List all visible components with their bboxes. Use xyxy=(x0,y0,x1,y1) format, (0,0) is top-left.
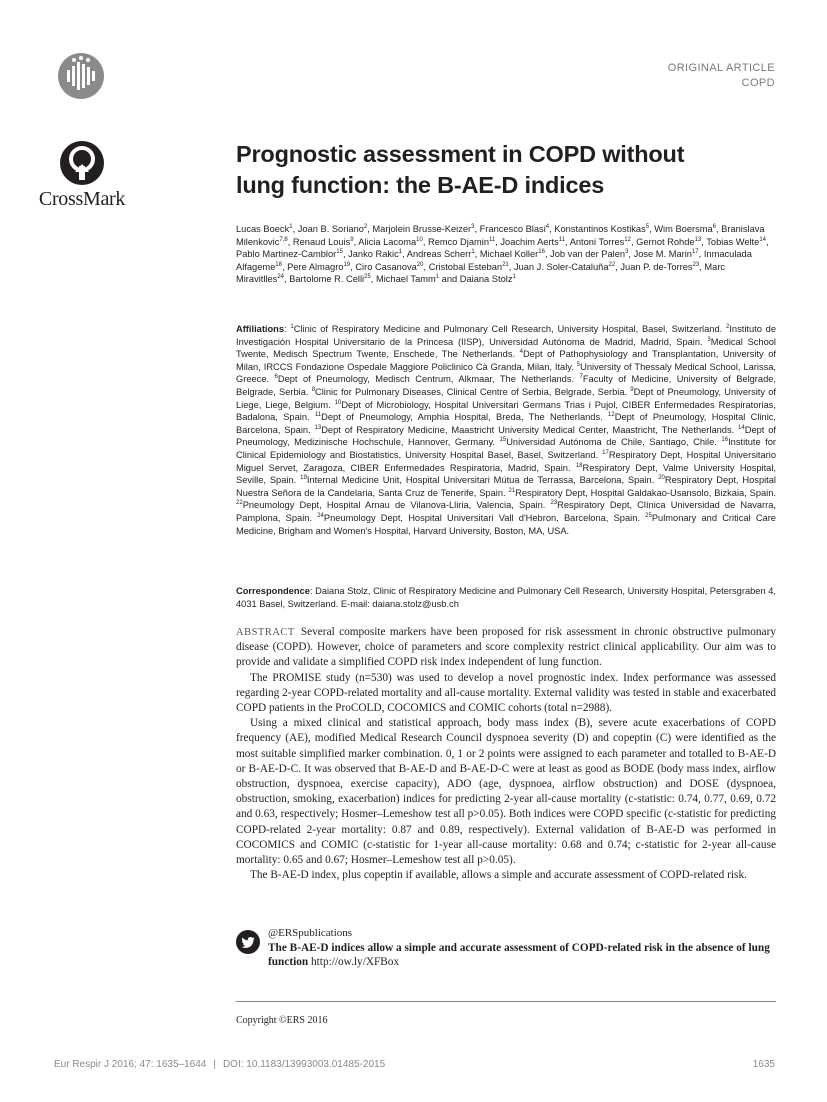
affiliation-number: 25 xyxy=(645,512,652,519)
affiliation-number: 19 xyxy=(300,475,307,482)
affiliations-label: Affiliations xyxy=(236,324,285,334)
affiliation-text: Universidad Autónoma de Chile, Santiago, Chile. xyxy=(506,437,722,448)
author-name: Michael Tamm xyxy=(375,274,436,285)
correspondence: Correspondence: Daiana Stolz, Clinic of Respiratory Medicine and Pulmonary Cell Research, University Hospital, Petersgraben 4, 4031 Basel, Switzerland. E-mail: daiana.stolz@usb.ch xyxy=(236,586,777,609)
author-name: Ciro Casanova xyxy=(355,261,417,272)
author-name: Antoni Torres xyxy=(569,236,625,247)
author-separator: , xyxy=(716,224,722,234)
correspondence-text: Daiana Stolz, Clinic of Respiratory Medicine and Pulmonary Cell Research, University Hospital, Petersgraben 4, 4031 Basel, Switzerland. E-mail: daiana.stolz@usb.ch xyxy=(236,586,777,609)
author-affiliation-number: 7,8 xyxy=(279,236,288,243)
author-separator: , xyxy=(630,236,637,247)
title-line-1: Prognostic assessment in COPD without xyxy=(236,141,685,167)
author-separator: , xyxy=(474,249,480,260)
affiliation-text: Dept of Pneumology, Medisch Centrum, Alkmaar, The Netherlands. xyxy=(277,374,580,385)
author-affiliation-number: 20 xyxy=(416,261,424,268)
author-affiliation-number: 16 xyxy=(538,249,545,256)
author-affiliation-number: 9 xyxy=(350,236,354,243)
author-separator: , xyxy=(544,249,551,260)
author-name: Juan J. Soler-Cataluña xyxy=(513,261,609,272)
author-separator: , xyxy=(565,236,570,247)
journal-citation: Eur Respir J 2016; 47: 1635–1644 xyxy=(54,1059,207,1070)
page-number: 1635 xyxy=(752,1059,775,1070)
author-affiliation-number: 5 xyxy=(645,223,650,230)
tweet-handle[interactable]: @ERSpublications xyxy=(268,927,353,939)
author-affiliation-number: 3 xyxy=(471,223,475,230)
affiliation-text: Internal Medicine Unit, Hospital Universitari Mútua de Terrassa, Barcelona, Spain. xyxy=(306,475,659,486)
author-affiliation-number: 25 xyxy=(364,274,371,281)
tweet-link[interactable]: http://ow.ly/XFBox xyxy=(311,956,400,968)
author-name: Andreas Scherr xyxy=(406,249,472,260)
abstract-paragraph: The B-AE-D index, plus copeptin if available, allows a simple and accurate assessment of COPD-related risk. xyxy=(250,869,747,882)
affiliation-number: 2 xyxy=(725,323,730,330)
affiliation-number: 14 xyxy=(738,424,745,431)
author-name: Lucas Boeck xyxy=(236,224,290,234)
affiliation-text: Dept of Microbiology, Hospital Universitari Germans Trias i Pujol, CIBER Enfermedades Respiratorias, Badalona, Spain. xyxy=(236,399,776,423)
author-separator: , xyxy=(350,261,356,272)
author-name: Pablo Martinez-Camblor xyxy=(236,249,337,260)
author-affiliation-number: 1 xyxy=(398,249,403,256)
crossmark-badge[interactable] xyxy=(32,140,132,212)
author-affiliation-number: 19 xyxy=(343,261,351,268)
author-separator: , xyxy=(615,261,621,272)
author-affiliation-number: 18 xyxy=(275,261,282,268)
author-affiliation-number: 1 xyxy=(512,274,516,281)
author-separator: , xyxy=(549,224,555,234)
affiliation-text: Medical School Twente, Medisch Spectrum Twente, Enschede, The Netherlands. xyxy=(236,336,776,360)
author-list xyxy=(236,223,776,286)
tweet-text: The B-AE-D indices allow a simple and accurate assessment of COPD-related risk in the absence of lung function http://ow.ly/XFBox xyxy=(268,942,770,968)
affiliations-body xyxy=(236,324,776,536)
author-affiliation-number: 17 xyxy=(691,249,699,256)
affiliation-text: Respiratory Dept, Hospital Universitario Miguel Servet, Zaragoza, CIBER Enfermedades Respiratoria, Madrid, Spain. xyxy=(236,449,776,473)
author-name: Wim Boersma xyxy=(654,224,713,234)
affiliation-number: 17 xyxy=(602,449,609,456)
author-affiliation-number: 24 xyxy=(277,274,285,281)
author-affiliation-number: 15 xyxy=(336,249,343,256)
affiliation-number: 3 xyxy=(707,336,711,343)
author-separator: , xyxy=(342,249,349,260)
affiliation-number: 11 xyxy=(314,412,322,419)
author-separator: , xyxy=(495,236,501,247)
author-name: Branislava Milenkovic xyxy=(236,224,765,247)
author-affiliation-number: 11 xyxy=(558,236,566,243)
affiliation-number: 21 xyxy=(508,487,516,494)
author-name: Alicia Lacoma xyxy=(358,236,417,247)
author-name: Gernot Rohde xyxy=(636,236,695,247)
author-separator: , xyxy=(508,261,514,272)
twitter-icon xyxy=(236,930,260,954)
author-separator: , xyxy=(423,261,429,272)
affiliations: Affiliations: $^1$Clinic of Respiratory Medicine and Pulmonary Cell Research, University Hospital, Basel, Switzerland. $^2$Instituto de Investigación Hospital Universitario de la Princesa (IISP), Universidad Autónoma de Madrid, Madrid, Spain. $^3$Medical School Twente, Medisch Spectrum Twente, Enschede, The Netherlands. $^4$Dept of Pathophysiology and Transplantation, University of Milan, IRCCS Fondazione Ospedale Maggiore Policlinico Cà Granda, Milan, Italy. $^5$University of Thessaly Medical School, Larissa, Greece. $^6$Dept of Pneumology, Medisch Centrum, Alkmaar, The Netherlands. $^7$Faculty of Medicine, University of Belgrade, Belgrade, Serbia. $^8$Clinic for Pulmonary Diseases, Clinical Centre of Serbia, Belgrade, Serbia. $^9$Dept of Pneumology, University of Liege, Liege, Belgium. $^{10}$Dept of Microbiology, Hospital Universitari Germans Trias i Pujol, CIBER Enfermedades Respiratorias, Badalona, Spain. $^{11}$Dept of Pneumology, Amphia Hospital, Breda, The Netherlands. $^{12}$Dept of Pneumology, Hospital Clinic, Barcelona, Spain. $^{13}$Dept of Respiratory Medicine, Maastricht University Medical Center, Maastricht, The Netherlands. $^{14}$Dept of Pneumology, Medizinische Hochschule, Hannover, Germany. $^{15}$Universidad Autónoma de Chile, Santiago, Chile. $^{16}$Institute for Clinical Epidemiology and Biostatistics, University Hospital Basel, Basel, Switzerland. $^{17}$Respiratory Dept, Hospital Universitario Miguel Servet, Zaragoza, CIBER Enfermedades Respiratoria, Madrid, Spain. $^{18}$Respiratory Dept, Valme University Hospital, Seville, Spain. $^{19}$Internal Medicine Unit, Hospital Universitari Mútua de Terrassa, Barcelona, Spain. $^{20}$Respiratory Dept, Hospital Nuestra Señora de la Candelaria, Santa Cruz de Tenerife, Spain. $^{21}$Respiratory Dept, Hospital Galdakao-Usansolo, Bizkaia, Spain. $^{22}$Pneumology Dept, Hospital Arnau de Vilanova-Lliria, Valencia, Spain. $^{23}$Respiratory Dept, Clínica Universidad de Navarra, Pamplona, Spain. $^{24}$Pneumology Dept, Hospital Universitari Vall d'Hebron, Barcelona, Spain. $^{25}$Pulmonary and Critical Care Medicine, Brigham and Women's Hospital, Harvard University, Boston, MA, USA. xyxy=(236,323,777,536)
ers-logo-icon xyxy=(57,52,105,100)
affiliation-number: 12 xyxy=(608,412,615,419)
author-affiliation-number: 1 xyxy=(471,249,475,256)
author-name: Joachim Aerts xyxy=(500,236,559,247)
affiliation-number: 20 xyxy=(658,475,665,482)
author-name: Marc Miravitlles xyxy=(236,261,726,285)
affiliation-number: 8 xyxy=(311,386,316,393)
author-name: Janko Rakic xyxy=(348,249,399,260)
author-name: Jose M. Marin xyxy=(633,249,692,260)
author-separator: , xyxy=(292,224,298,234)
author-affiliation-number: 12 xyxy=(624,236,631,243)
author-name: Pere Almagro xyxy=(287,261,344,272)
title-line-2: lung function: the B-AE-D indices xyxy=(236,172,605,198)
crossmark-icon xyxy=(59,140,105,186)
affiliation-number: 9 xyxy=(630,386,634,393)
author-separator: , xyxy=(370,274,376,285)
author-name: Cristobal Esteban xyxy=(428,261,503,272)
affiliation-text: Respiratory Dept, Clínica Universidad de Navarra, Pamplona, Spain. xyxy=(236,500,777,523)
affiliation-number: 18 xyxy=(575,462,583,469)
affiliation-text: Institute for Clinical Epidemiology and Biostatistics, University Hospital Basel, Basel, Switzerland. xyxy=(236,437,776,460)
author-affiliation-number: 6 xyxy=(712,223,716,230)
author-affiliation-number: 4 xyxy=(545,223,550,230)
affiliation-number: 5 xyxy=(576,361,581,368)
crossmark-label: CrossMark xyxy=(38,188,126,210)
author-separator: , xyxy=(402,249,407,260)
affiliation-number: 6 xyxy=(274,374,278,381)
author-separator: , xyxy=(474,224,480,234)
abstract-paragraph: The PROMISE study (n=530) was used to develop a novel prognostic index. Index performance was assessed regarding 2-year COPD-related mortality and all-cause mortality. External validity was tested in stable and exacerbated COPD patients in the ProCOLD, COCOMICS and COMIC cohorts (total n=2988). xyxy=(236,671,776,715)
author-name: Bartolome R. Celli xyxy=(289,274,365,285)
affiliation-text: Respiratory Dept, Hospital Nuestra Señora de la Candelaria, Santa Cruz de Tenerife, Spain. xyxy=(236,475,776,498)
correspondence-label: Correspondence xyxy=(236,586,310,596)
affiliation-number: 22 xyxy=(236,500,243,507)
author-affiliation-number: 21 xyxy=(502,261,509,268)
author-affiliation-number: 22 xyxy=(608,261,616,268)
abstract-label: ABSTRACT xyxy=(236,627,295,638)
author-name: Michael Koller xyxy=(479,249,539,260)
author-affiliation-number: 13 xyxy=(694,236,702,243)
abstract xyxy=(236,625,776,883)
affiliation-number: 1 xyxy=(290,323,294,330)
author-separator: , xyxy=(287,236,293,247)
affiliation-text: Instituto de Investigación Hospital Universitario de la Princesa (IISP), Universidad Autónoma de Madrid, Madrid, Spain. xyxy=(236,324,776,347)
affiliation-number: 10 xyxy=(334,399,342,406)
author-name: Remco Djamin xyxy=(428,236,489,247)
author-separator: and xyxy=(439,274,460,285)
affiliation-text: Dept of Pathophysiology and Transplantation, University of Milan, IRCCS Fondazione Ospedale Maggiore Policlinico Cà Granda, Milan, Italy. xyxy=(236,349,776,372)
affiliation-text: Dept of Pneumology, Medizinische Hochschule, Hannover, Germany. xyxy=(236,424,776,448)
article-title xyxy=(236,139,776,201)
affiliation-number: 15 xyxy=(499,437,507,444)
author-name: Marjolein Brusse-Keizer xyxy=(372,224,472,234)
affiliation-text: Respiratory Dept, Valme University Hospital, Seville, Spain. xyxy=(236,462,776,486)
tweet-box xyxy=(236,927,776,971)
author-separator: , xyxy=(649,224,655,234)
author-separator: , xyxy=(284,274,290,285)
author-name: Konstantinos Kostikas xyxy=(554,224,646,234)
affiliation-text: Dept of Respiratory Medicine, Maastricht University Medical Center, Maastricht, The Netherlands. xyxy=(321,424,739,435)
author-separator: , xyxy=(698,249,704,260)
author-separator: , xyxy=(367,224,373,234)
affiliation-number: 23 xyxy=(550,500,558,507)
author-affiliation-number: 2 xyxy=(363,223,368,230)
author-name: Francesco Blasi xyxy=(479,224,546,234)
doi[interactable]: DOI: 10.1183/13993003.01485-2015 xyxy=(222,1059,386,1070)
affiliation-number: 16 xyxy=(721,437,729,444)
author-name: Juan P. de-Torres xyxy=(620,261,693,272)
affiliation-text: Clinic for Pulmonary Diseases, Clinical Centre of Serbia, Belgrade, Serbia. xyxy=(315,386,631,397)
author-affiliation-number: 10 xyxy=(416,236,423,243)
author-separator: , xyxy=(628,249,634,260)
abstract-paragraph: Using a mixed clinical and statistical approach, body mass index (B), severe acute exacerbations of COPD frequency (AE), modified Medical Research Council dyspnoea severity (D) and copeptin (C) were identified as the most suitable simplified marker combination. 0, 1 or 2 points were assigned to each parameter and totalled to B-AE-D or B-AE-D-C. It was observed that B-AE-D and B-AE-D-C were at least as good as BODE (body mass index, airflow obstruction, dyspnoea, exercise capacity), ADO (age, dyspnoea, airflow obstruction) and DOSE (dyspnoea, obstruction, smoking, exacerbation) indices for predicting 2-year all-cause mortality (c-statistic: 0.74, 0.77, 0.69, 0.72 and 0.63, respectively; Hosmer–Lemeshow test all p>0.05). Both indices were COPD specific (c-statistic for predicting COPD-related 2-year mortality: 0.87 and 0.89, respectively). External validation of B-AE-D was performed in COCOMICS and COMIC (c-statistic for 1-year all-cause mortality: 0.68 and 0.74; c-statistic for 2-year all-cause mortality: 0.65 and 0.67; Hosmer–Lemeshow test all p>0.05). xyxy=(236,717,776,867)
affiliation-text: Dept of Pneumology, University of Liege, Liege, Belgium. xyxy=(236,386,777,410)
affiliation-number: 7 xyxy=(579,374,583,381)
affiliation-text: Dept of Pneumology, Amphia Hospital, Breda, The Netherlands. xyxy=(321,412,609,423)
author-separator: , xyxy=(353,236,359,247)
author-affiliation-number: 14 xyxy=(759,236,766,243)
affiliation-text: Dept of Pneumology, Hospital Clinic, Barcelona, Spain. xyxy=(236,412,776,435)
author-affiliation-number: 3 xyxy=(625,249,629,256)
affiliation-text: Pneumology Dept, Hospital Universitari Vall d'Hebron, Barcelona, Spain. xyxy=(323,512,646,523)
author-name: Tobias Welte xyxy=(706,236,760,247)
author-separator: , xyxy=(699,261,705,272)
author-name: Renaud Louis xyxy=(292,236,351,247)
divider xyxy=(236,1001,776,1002)
article-type-header xyxy=(668,61,775,91)
author-separator: , xyxy=(422,236,429,247)
affiliation-text: Respiratory Dept, Hospital Galdakao-Usansolo, Bizkaia, Spain. xyxy=(515,487,776,498)
author-separator: , xyxy=(766,236,769,247)
affiliation-text: Clinic of Respiratory Medicine and Pulmonary Cell Research, University Hospital, Basel, Switzerland. xyxy=(293,324,726,334)
article-section: COPD xyxy=(741,77,775,89)
affiliation-number: 13 xyxy=(314,424,322,431)
footer-citation xyxy=(54,1059,385,1070)
author-affiliation-number: 23 xyxy=(692,261,700,268)
affiliation-text: Pulmonary and Critical Care Medicine, Brigham and Women's Hospital, Harvard University, Boston, MA, USA. xyxy=(236,512,776,536)
copyright: Copyright ©ERS 2016 xyxy=(236,1015,328,1026)
author-name: Job van der Palen xyxy=(550,249,626,260)
author-name: Daiana Stolz xyxy=(459,274,513,285)
affiliation-text: University of Thessaly Medical School, Larissa, Greece. xyxy=(236,361,776,385)
author-affiliation-number: 1 xyxy=(289,223,293,230)
author-separator: , xyxy=(701,236,707,247)
affiliation-text: Faculty of Medicine, University of Belgrade, Belgrade, Serbia. xyxy=(236,374,777,397)
author-affiliation-number: 11 xyxy=(489,236,496,243)
article-type: ORIGINAL ARTICLE xyxy=(667,62,775,74)
abstract-paragraph: ABSTRACT Several composite markers have been proposed for risk assessment in chronic obstructive pulmonary disease (COPD). However, choice of parameters and score complexity restrict clinical applicability. Our aim was to provide and validate a simplified COPD risk index independent of lung function. xyxy=(236,626,776,669)
author-separator: , xyxy=(281,261,288,272)
affiliation-text: Pneumology Dept, Hospital Arnau de Vilanova-Lliria, Valencia, Spain. xyxy=(242,500,551,511)
author-name: Inmaculada Alfageme xyxy=(236,249,752,272)
affiliation-number: 24 xyxy=(317,512,324,519)
footer-separator: | xyxy=(213,1059,216,1070)
author-name: Joan B. Soriano xyxy=(297,224,364,234)
affiliation-number: 4 xyxy=(519,349,523,356)
author-affiliation-number: 1 xyxy=(435,274,440,281)
